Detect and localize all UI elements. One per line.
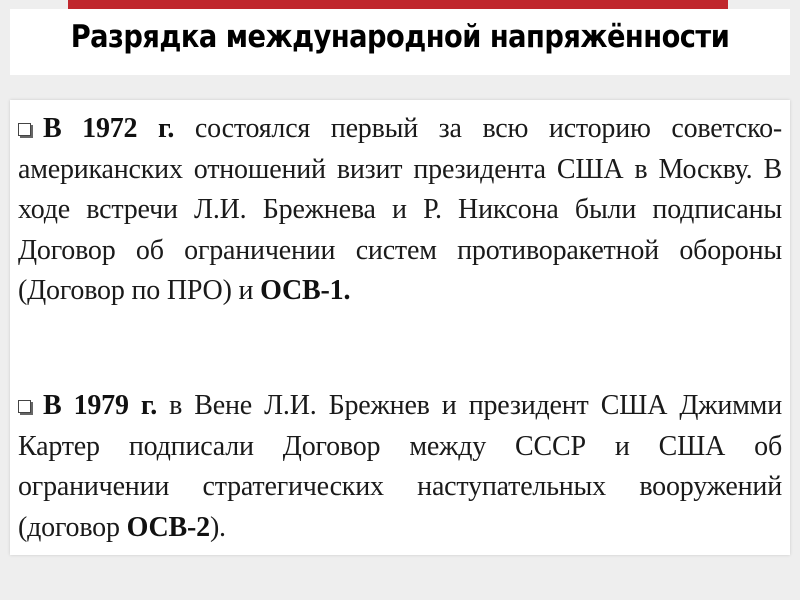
title-band — [10, 9, 790, 75]
paragraph-body: состоялся первый за всю историю советско-американских отношений визит президента США в Москву. В ходе встречи Л.И. Брежнева и Р. Никсона были подписаны Договор об ограничении систем противоракетной обороны (Договор по ПРО) и — [18, 113, 782, 306]
treaty-name: ОСВ-1 — [260, 275, 344, 306]
paragraph-tail: . — [343, 275, 351, 306]
paragraph-lead: В 1972 г. — [43, 113, 175, 144]
checkbox-bullet-icon — [18, 123, 31, 136]
paragraph-lead: В 1979 г. — [43, 390, 158, 421]
paragraph-1972 — [18, 109, 782, 312]
treaty-name: ОСВ-2 — [126, 511, 210, 543]
paragraph-1979 — [18, 386, 782, 548]
checkbox-bullet-icon — [18, 400, 31, 413]
top-accent-bar — [68, 0, 728, 9]
slide-title: Разрядка международной напряжённости — [70, 19, 730, 55]
paragraph-tail: ). — [209, 511, 226, 543]
content-panel — [10, 100, 790, 555]
paragraph-body: в Вене Л.И. Брежнев и президент США Джимми Картер подписали Договор между СССР и США об ограничении стратегических наступательных вооружений (договор — [18, 390, 782, 543]
